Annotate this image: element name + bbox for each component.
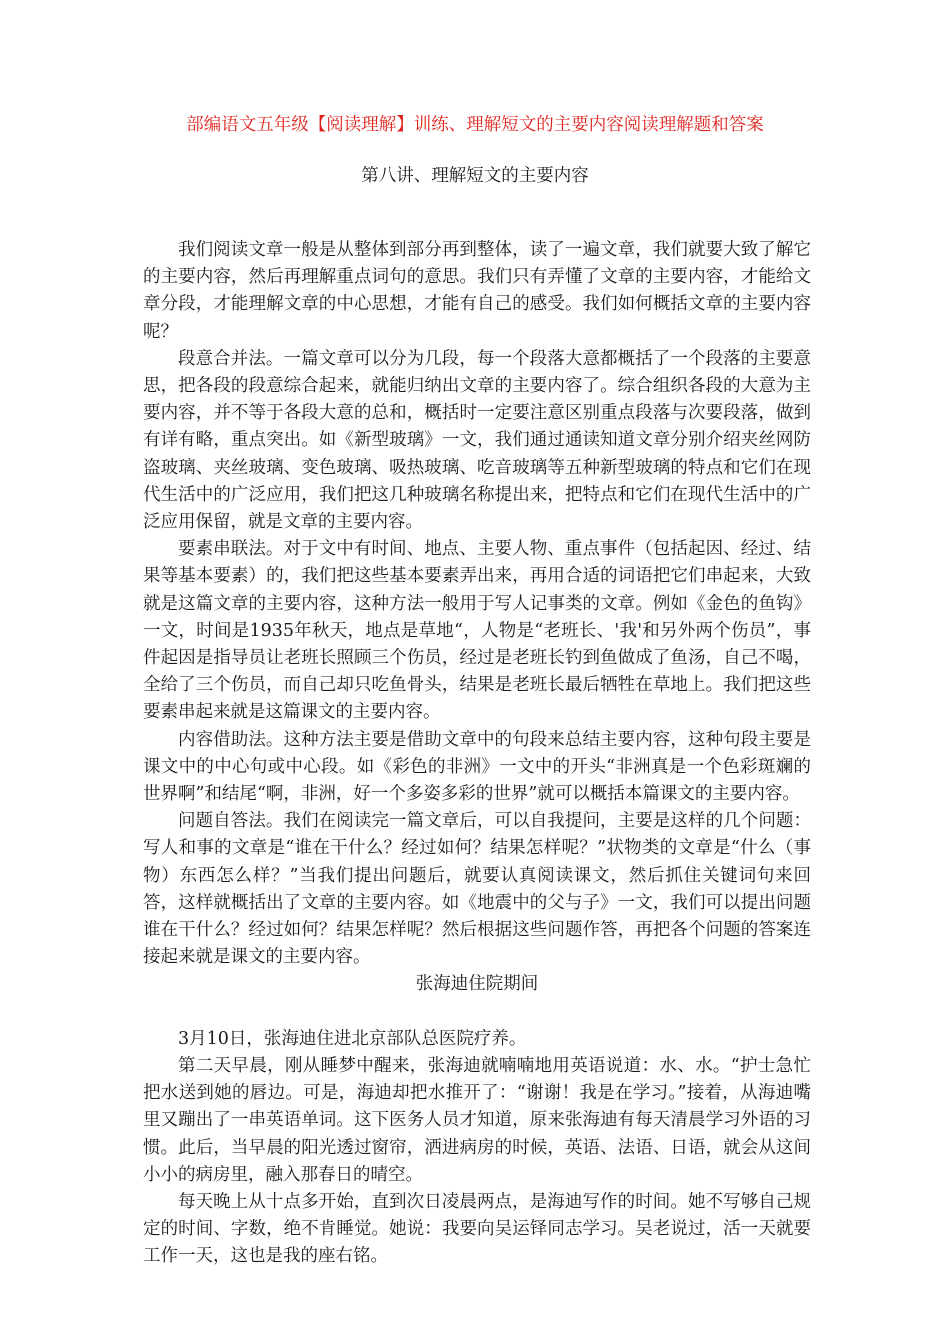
document-title: 部编语文五年级【阅读理解】训练、理解短文的主要内容阅读理解题和答案 [186,115,764,135]
lecture-subtitle: 第八讲、理解短文的主要内容 [361,166,589,186]
document-body [143,210,811,1271]
story-paragraph: 3月10日，张海迪住进北京部队总医院疗养。 [178,1028,527,1049]
spacer [143,210,811,237]
paragraph-method-merge: 段意合并法。一篇文章可以分为几段，每一个段落大意都概括了一个段落的主要意思，把各段的段意综合起来，就能归纳出文章的主要内容了。综合组织各段的大意为主要内容，并不等于各段大意的总和，概括时一定要注意区别重点段落与次要段落，做到有详有略，重点突出。如《新型玻璃》一文，我们通过通读知道文章分别介绍夹丝网防盗玻璃、夹丝玻璃、变色玻璃、吸热玻璃、吃音玻璃等五种新型玻璃的特点和它们在现代生活中的广泛应用，我们把这几种玻璃名称提出来，把特点和它们在现代生活中的广泛应用保留，就是文章的主要内容。 [143,348,811,533]
story-paragraph: 第二天早晨，刚从睡梦中醒来，张海迪就喃喃地用英语说道：水、水。“护士急忙把水送到她的唇边。可是，海迪却把水推开了：“谢谢！我是在学习。”接着，从海迪嘴里又蹦出了一串英语单词。这下医务人员才知道，原来张海迪有每天清晨学习外语的习惯。此后，当早晨的阳光透过窗帘，洒进病房的时候，英语、法语、日语，就会从这间小小的病房里，融入那春日的晴空。 [143,1055,811,1185]
story-paragraph: 每天晚上从十点多开始，直到次日凌晨两点，是海迪写作的时间。她不写够自己规定的时间、字数，绝不肯睡觉。她说：我要向吴运铎同志学习。吴老说过，活一天就要工作一天，这也是我的座右铭。 [143,1191,811,1267]
story-title: 张海迪住院期间 [415,974,539,995]
paragraph-intro: 我们阅读文章一般是从整体到部分再到整体，读了一遍文章，我们就要大致了解它的主要内容，然后再理解重点词句的意思。我们只有弄懂了文章的主要内容，才能给文章分段，才能理解文章的中心思想，才能有自己的感受。我们如何概括文章的主要内容呢？ [143,240,811,342]
paragraph-method-elements: 要素串联法。对于文中有时间、地点、主要人物、重点事件（包括起因、经过、结果等基本要素）的，我们把这些基本要素弄出来，再用合适的词语把它们串起来，大致就是这篇文章的主要内容，这种方法一般用于写人记事类的文章。例如《金色的鱼钩》一文，时间是1935年秋天，地点是草地“，人物是“老班长、'我'和另外两个伤员”，事件起因是指导员让老班长照顾三个伤员，经过是老班长钓到鱼做成了鱼汤，自己不喝，全给了三个伤员，而自己却只吃鱼骨头，结果是老班长最后牺牲在草地上。我们把这些要素串起来就是这篇课文的主要内容。 [143,539,811,723]
paragraph-method-borrow: 内容借助法。这种方法主要是借助文章中的句段来总结主要内容，这种句段主要是课文中的中心句或中心段。如《彩色的非洲》一文中的开头“非洲真是一个色彩斑斓的世界啊”和结尾“啊，非洲，好一个多姿多彩的世界”就可以概括本篇课文的主要内容。 [143,729,811,805]
paragraph-method-question: 问题自答法。我们在阅读完一篇文章后，可以自我提问，主要是这样的几个问题：写人和事的文章是“谁在干什么？经过如何？结果怎样呢？”状物类的文章是“什么（事物）东西怎么样？”当我们提出问题后，就要认真阅读课文，然后抓住关键词句来回答，这样就概括出了文章的主要内容。如《地震中的父与子》一文，我们可以提出问题谁在干什么？经过如何？结果怎样呢？然后根据这些问题作答，再把各个问题的答案连接起来就是课文的主要内容。 [143,811,811,968]
spacer [143,999,811,1026]
